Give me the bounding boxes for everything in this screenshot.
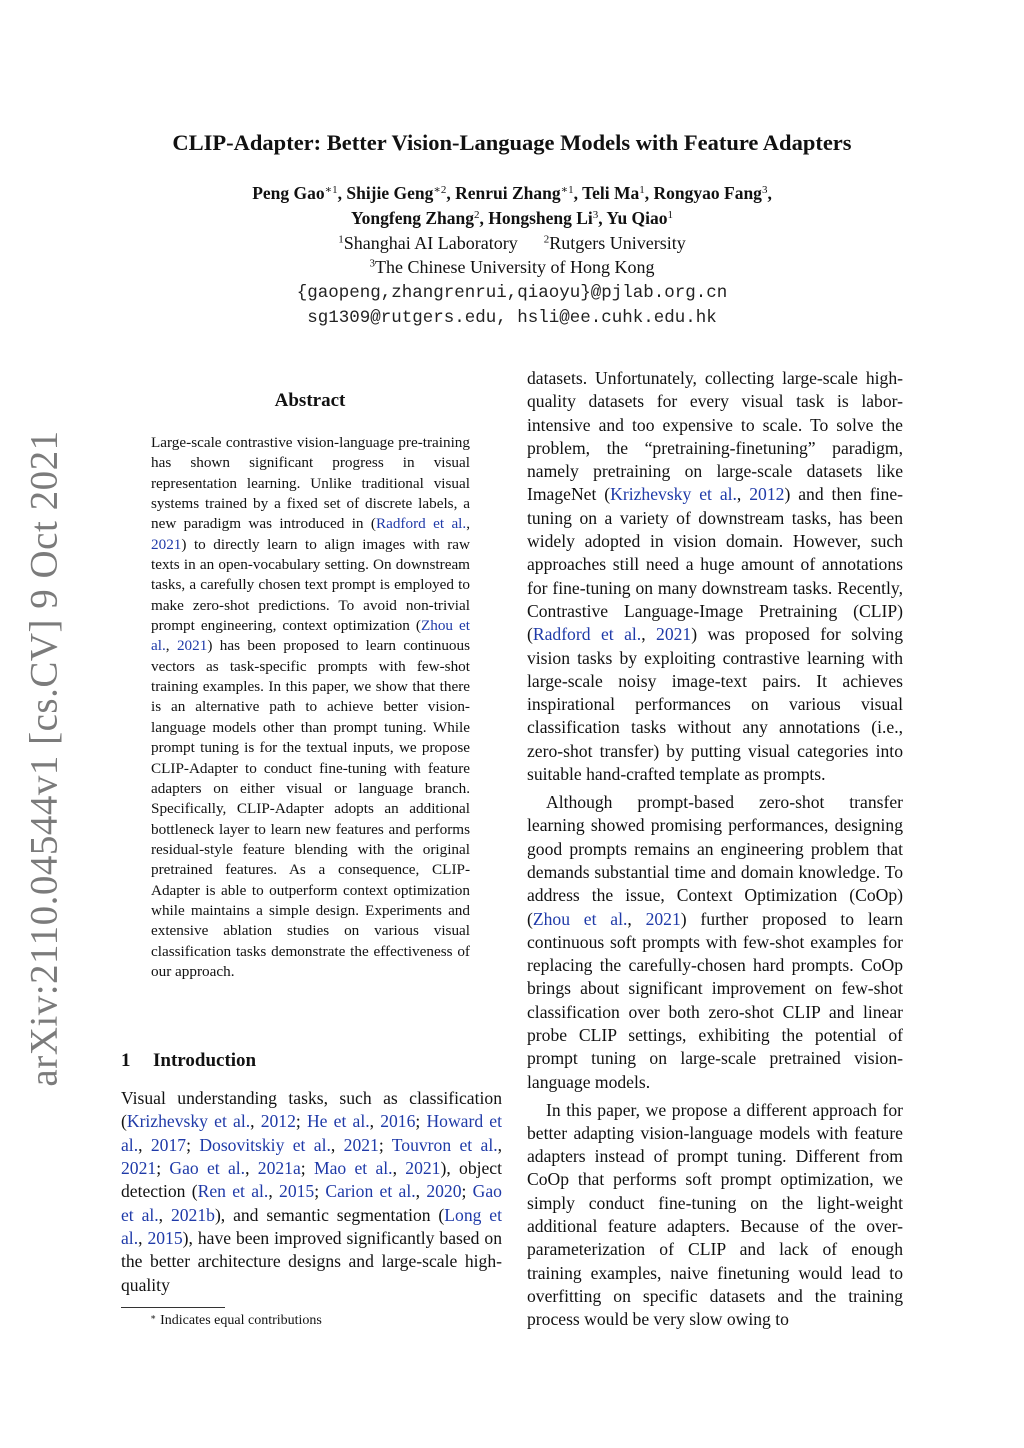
- citation-year-link[interactable]: 2012: [749, 484, 785, 505]
- footnote-divider: [121, 1307, 225, 1308]
- citation-link[interactable]: Ren et al.: [197, 1181, 269, 1202]
- author-name: Teli Ma: [582, 183, 640, 203]
- abstract-heading: Abstract: [274, 390, 346, 411]
- arxiv-identifier-stamp: [14, 429, 74, 1087]
- author-mark: 2: [473, 208, 480, 221]
- paper-title: CLIP-Adapter: Better Vision-Language Models with Feature Adapters: [172, 130, 852, 155]
- citation-year-link[interactable]: 2021: [645, 908, 681, 929]
- citation-year-link[interactable]: 2017: [150, 1134, 187, 1155]
- paragraph: In this paper, we propose a different approach for better adapting vision-language models with feature adapters instead of prompt tuning. Different from CoOp that performs soft prompt optimization, we simply conduct fine-tuning on the light-weight additional feature adapters. Because of the over-parameterization of CLIP and lack of enough training examples, naive finetuning would lead to overfitting on specific datasets and the training process would be very slow owing to: [527, 1099, 903, 1330]
- author-mark: 1: [667, 208, 674, 221]
- citation-link[interactable]: Radford et al.: [375, 515, 467, 533]
- abstract-text: ) to directly learn to align images with raw texts in an open-vocabulary setting. On downstream tasks, a carefully chosen text prompt is employed to make zero-shot predictions. To avoid non-trivial prompt engineering, context optimization (: [151, 535, 470, 635]
- author-separator: ,: [644, 183, 654, 203]
- paragraph: datasets. Unfortunately, collecting large-scale high-quality datasets for every visual task is labor-intensive and too expensive to scale. To solve the problem, the “pretraining-finetuning” paradigm, namely pretraining on large-scale datasets like ImageNet (Krizhevsky et al., 2012) and then fine-tuning on a variety of downstream tasks, has been widely adopted in vision domain. However, such approaches still need a huge amount of annotations for fine-tuning on many downstream tasks. Recently, Contrastive Language-Image Pretraining (CLIP) (Radford et al., 2021) was proposed for solving vision tasks by exploiting contrastive learning with large-scale noisy image-text pairs. It achieves inspirational performances on various visual classification tasks without any annotations (i.e., zero-shot transfer) by putting visual categories into suitable hand-crafted template as prompts.: [527, 368, 904, 785]
- affiliation-mark: 2: [543, 233, 550, 246]
- body-text: ) further proposed to learn continuous soft prompts with few-shot examples for replacing the carefully-chosen hard prompts. CoOp brings about significant improvement on few-shot classification over both zero-shot CLIP and linear probe CLIP settings, exhibiting the potential of prompt tuning on large-scale pretrained vision-language models.: [527, 908, 904, 1092]
- body-text: datasets. Unfortunately, collecting large-scale high-quality datasets for every visual task is labor-intensive and too expensive to scale. To solve the problem, the “pretraining-finetuning” paradigm, namely pretraining on large-scale datasets like ImageNet (: [527, 368, 903, 505]
- section-title: Introduction: [153, 1050, 257, 1071]
- citation-year-link[interactable]: 2012: [260, 1111, 296, 1132]
- author-name: Rongyao Fang: [653, 183, 762, 203]
- author-name: Hongsheng Li: [488, 208, 593, 228]
- author-mark: ∗1: [324, 183, 338, 196]
- citation-year-link[interactable]: 2016: [380, 1111, 416, 1132]
- author-mark: 3: [761, 183, 768, 196]
- citation-link[interactable]: Howard et al.: [121, 1111, 502, 1155]
- author-mark: 1: [639, 183, 645, 196]
- citation-link[interactable]: Mao et al.: [313, 1158, 393, 1179]
- author-name: Renrui Zhang: [455, 183, 561, 203]
- body-text: ), have been improved significantly based on the better architecture designs and large-scale high-quality: [121, 1228, 502, 1295]
- introduction-body-right: [527, 367, 903, 1332]
- citation-link[interactable]: Radford et al.: [532, 624, 642, 645]
- section-heading-introduction: [121, 1050, 501, 1072]
- author-name: Yu Qiao: [606, 208, 668, 228]
- citation-year-link[interactable]: 2021a: [257, 1158, 301, 1179]
- citation-year-link[interactable]: 2021: [405, 1158, 441, 1179]
- author-separator: ,: [767, 183, 772, 203]
- author-separator: ,: [573, 183, 583, 203]
- citation-separator: ,: [165, 637, 177, 655]
- author-list: [110, 181, 914, 231]
- author-mark: ∗2: [433, 183, 447, 196]
- email-block: [110, 281, 914, 331]
- author-separator: ,: [479, 208, 489, 228]
- body-text: ) was proposed for solving vision tasks by exploiting contrastive learning with large-scale noisy image-text pairs. It achieves inspirational performances on various visual classification tasks without any annotations (i.e., zero-shot transfer) by putting visual categories into suitable hand-crafted template as prompts.: [527, 624, 904, 785]
- citation-year-link[interactable]: 2021: [121, 1158, 157, 1179]
- body-text: ), and semantic segmentation (: [214, 1204, 445, 1225]
- abstract-text: Large-scale contrastive vision-language pre-training has shown significant progress in visual representation learning. Unlike traditional visual systems trained by a fixed set of discrete labels, a new paradigm was introduced in (: [151, 434, 470, 533]
- citation-year-link[interactable]: 2021: [656, 624, 692, 645]
- author-separator: ,: [446, 183, 456, 203]
- citation-year-link[interactable]: 2021: [176, 637, 208, 655]
- arxiv-identifier-text: arXiv:2110.04544v1 [cs.CV] 9 Oct 2021: [22, 429, 66, 1087]
- author-name: Shijie Geng: [346, 183, 434, 203]
- author-name: Peng Gao: [252, 183, 325, 203]
- section-number: 1: [121, 1050, 131, 1071]
- affiliation-mark: 3: [369, 257, 376, 270]
- affiliation-name: Rutgers University: [549, 233, 686, 253]
- affiliation-list: [110, 231, 914, 279]
- introduction-body-left: Visual understanding tasks, such as classification (Krizhevsky et al., 2012; He et al., 2016; Howard et al., 2017; Dosovitskiy et al., 2021; Touvron et al., 2021; Gao et al., 2021a; Mao et al., 2021), object detection (Ren et al., 2015; Carion et al., 2020; Gao et al., 2021b), and semantic segmentation (Long et al., 2015), have been improved significantly based on the better architecture designs and large-scale high-quality: [121, 1088, 503, 1295]
- body-text: Visual understanding tasks, such as classification (: [121, 1088, 502, 1132]
- citation-link[interactable]: Krizhevsky et al.: [610, 484, 737, 505]
- citation-link[interactable]: Touvron et al.: [391, 1134, 498, 1155]
- author-name: Yongfeng Zhang: [350, 208, 474, 228]
- affiliation-name: Shanghai AI Laboratory: [343, 233, 518, 253]
- author-separator: ,: [598, 208, 607, 228]
- body-text: Although prompt-based zero-shot transfer learning showed promising performances, designing good prompts remains an engineering problem that demands substantial time and domain knowledge. To address the issue, Context Optimization (CoOp) (: [527, 792, 903, 929]
- citation-year-link[interactable]: 2020: [426, 1181, 462, 1202]
- abstract-text: ) has been proposed to learn continuous vectors as task-specific prompts with few-shot training examples. In this paper, we show that there is an alternative path to achieve better vision-language models other than prompt tuning. While prompt tuning is for the textual inputs, we propose CLIP-Adapter to conduct fine-tuning with feature adapters on either visual or language branch. Specifically, CLIP-Adapter adopts an additional bottleneck layer to learn new features and performs residual-style feature blending with the original pretrained features. As a consequence, CLIP-Adapter is able to outperform context optimization while maintains a simple design. Experiments and extensive ablation studies on various visual classification tasks demonstrate the effectiveness of our approach.: [151, 637, 471, 980]
- email-line[interactable]: sg1309@rutgers.edu, hsli@ee.cuhk.edu.hk: [307, 308, 717, 328]
- paragraph: Although prompt-based zero-shot transfer learning showed promising performances, designing good prompts remains an engineering problem that demands substantial time and domain knowledge. To address the issue, Context Optimization (CoOp) (Zhou et al., 2021) further proposed to learn continuous soft prompts with few-shot examples for replacing the carefully-chosen hard prompts. CoOp brings about significant improvement on few-shot classification over both zero-shot CLIP and linear probe CLIP settings, exhibiting the potential of prompt tuning on large-scale pretrained vision-language models.: [527, 792, 904, 1092]
- citation-link[interactable]: Carion et al.: [325, 1181, 416, 1202]
- author-mark: 3: [592, 208, 599, 221]
- citation-year-link[interactable]: 2015: [147, 1228, 183, 1249]
- footnote-text: Indicates equal contributions: [160, 1313, 322, 1328]
- affiliation-mark: 1: [338, 233, 344, 246]
- citation-year-link[interactable]: 2021: [151, 535, 182, 553]
- citation-separator: ,: [466, 515, 470, 533]
- citation-link[interactable]: Zhou et al.: [532, 908, 628, 929]
- author-separator: ,: [337, 183, 347, 203]
- citation-year-link[interactable]: 2021: [343, 1134, 379, 1155]
- body-text: ) and then fine-tuning on a variety of downstream tasks, has been widely adopted in vision domain. However, such approaches still need a huge amount of annotations for fine-tuning on many downstream tasks. Recently, Contrastive Language-Image Pretraining (CLIP) (: [527, 484, 903, 645]
- author-mark: ∗1: [560, 183, 574, 196]
- citation-link[interactable]: Zhou et al.: [151, 617, 470, 655]
- citation-link[interactable]: Krizhevsky et al.: [126, 1111, 251, 1132]
- citation-link[interactable]: Gao et al.: [121, 1181, 502, 1225]
- citation-link[interactable]: Long et al.: [121, 1204, 503, 1249]
- footnote: [150, 1312, 510, 1330]
- citation-link[interactable]: Gao et al.: [169, 1158, 246, 1179]
- citation-year-link[interactable]: 2015: [279, 1181, 315, 1202]
- abstract-body: [151, 433, 470, 982]
- citation-year-link[interactable]: 2021b: [170, 1204, 215, 1225]
- citation-link[interactable]: Dosovitskiy et al.: [199, 1134, 331, 1155]
- citation-link[interactable]: He et al.: [306, 1111, 370, 1132]
- affiliation-name: The Chinese University of Hong Kong: [375, 257, 655, 277]
- email-line[interactable]: {gaopeng,zhangrenrui,qiaoyu}@pjlab.org.cn: [296, 283, 728, 303]
- footnote-mark: ∗: [150, 1311, 157, 1322]
- body-text: ), object detection (: [121, 1158, 503, 1202]
